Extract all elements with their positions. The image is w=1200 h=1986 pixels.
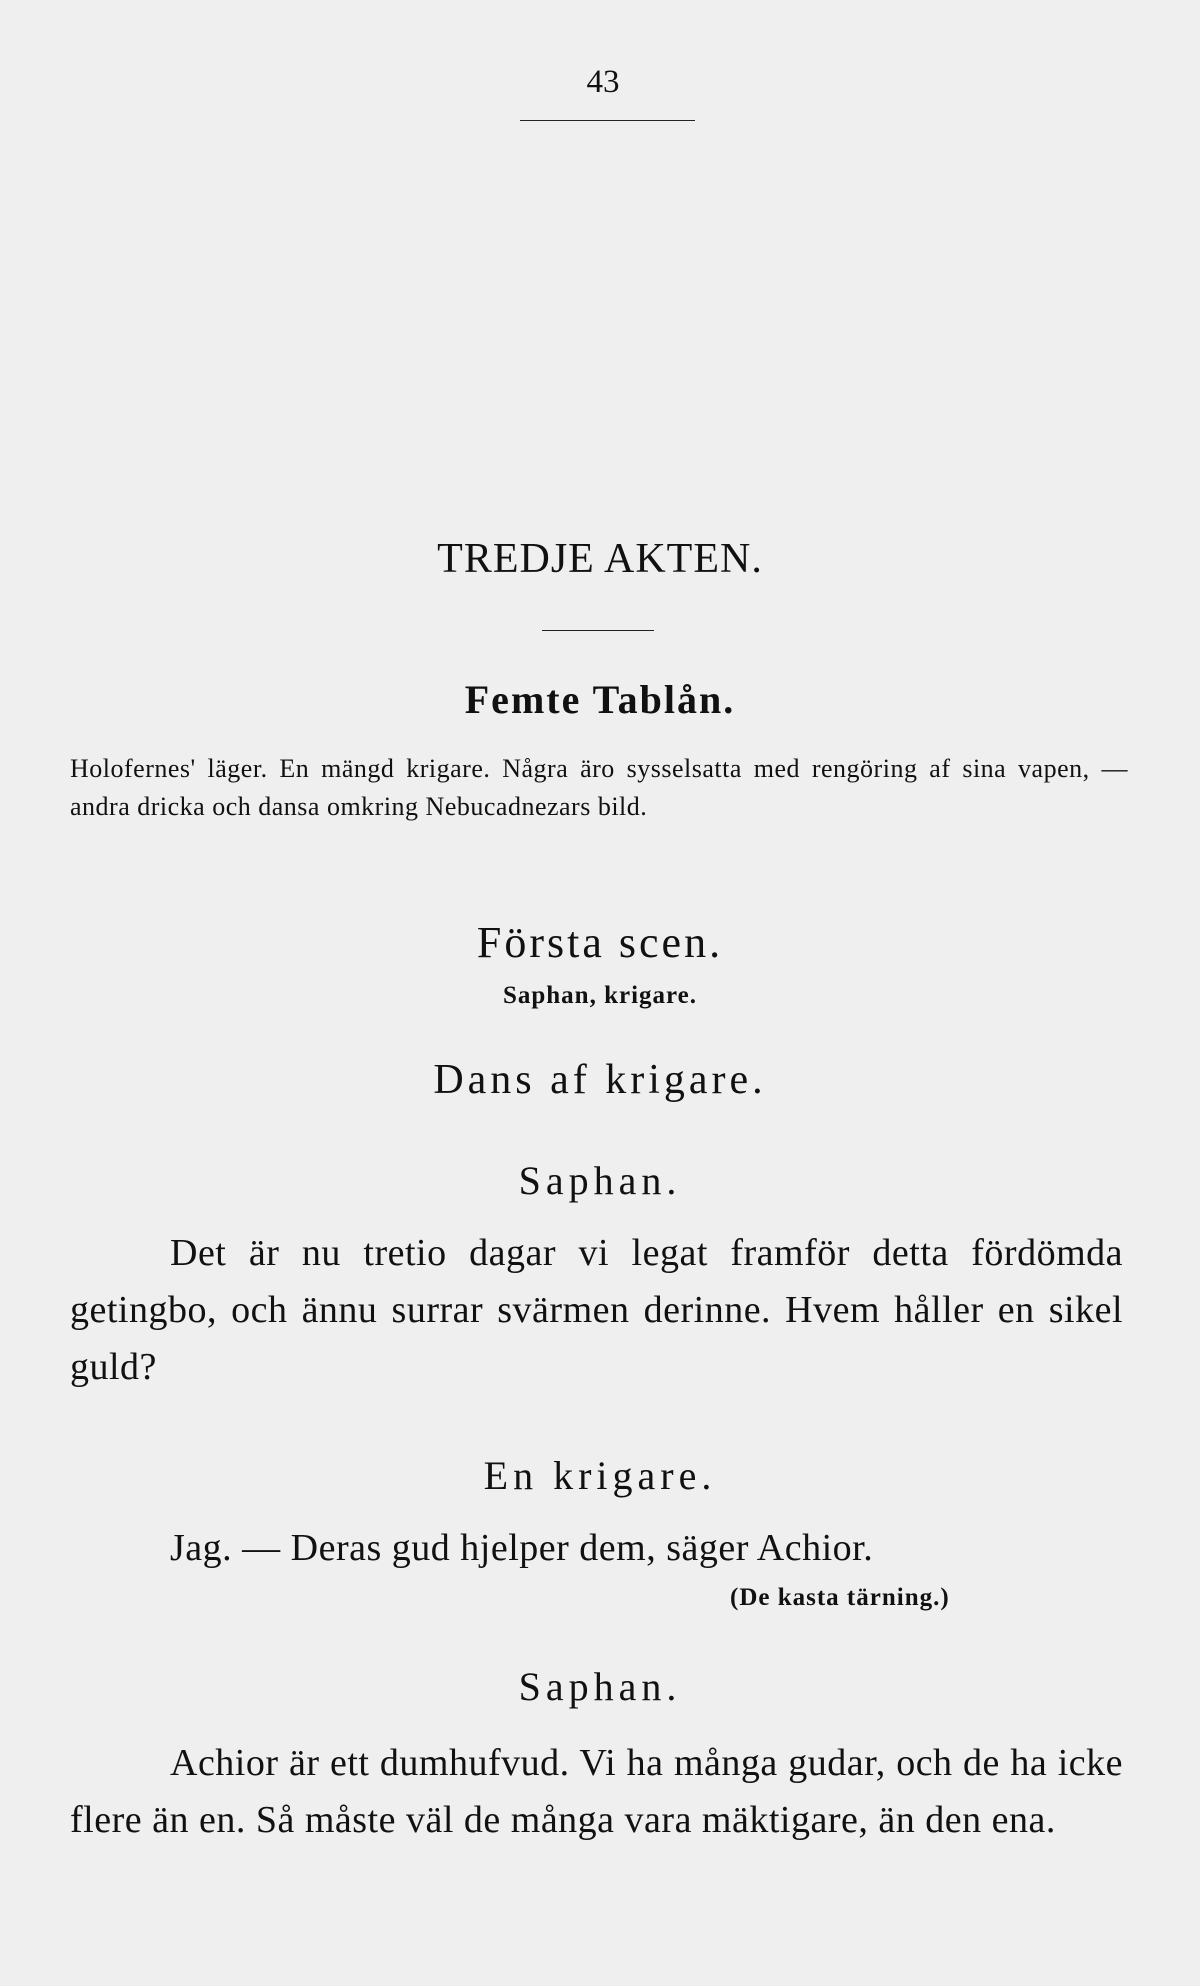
scene-title: Första scen. — [476, 918, 724, 967]
speech-text-content: Achior är ett dumhufvud. Vi ha många gudar, och de ha icke flere än en. Så måste väl de många vara mäktigare, än den ena. — [70, 1742, 1123, 1841]
tableau-title: Femte Tablån. — [464, 677, 736, 722]
speech-text — [70, 1520, 1123, 1577]
speaker-name: En krigare. — [483, 1453, 717, 1498]
stage-direction: Holofernes' läger. En mängd krigare. Några äro sysselsatta med rengöring af sina vapen, — andra dricka och dansa omkring Nebucadnezars bild. — [70, 754, 1128, 821]
stage-aside: (De kasta tärning.) — [730, 1584, 950, 1611]
speech-text-content: Det är nu tretio dagar vi legat framför detta fördömda getingbo, och ännu surrar svärmen derinne. Hvem håller en sikel guld? — [70, 1232, 1123, 1388]
speaker-name: Saphan. — [518, 1158, 682, 1203]
page-number: 43 — [586, 64, 620, 100]
page-number-rule — [520, 120, 695, 121]
speech-text-content: Jag. — Deras gud hjelper dem, säger Achior. — [170, 1527, 874, 1569]
speaker-name: Saphan. — [518, 1664, 682, 1709]
speech-text — [70, 1735, 1123, 1849]
scene-characters: Saphan, krigare. — [502, 982, 698, 1009]
act-title-rule — [542, 630, 654, 631]
speech-text — [70, 1225, 1123, 1396]
act-title: TREDJE AKTEN. — [437, 536, 763, 582]
scene-direction: Dans af krigare. — [433, 1057, 767, 1103]
